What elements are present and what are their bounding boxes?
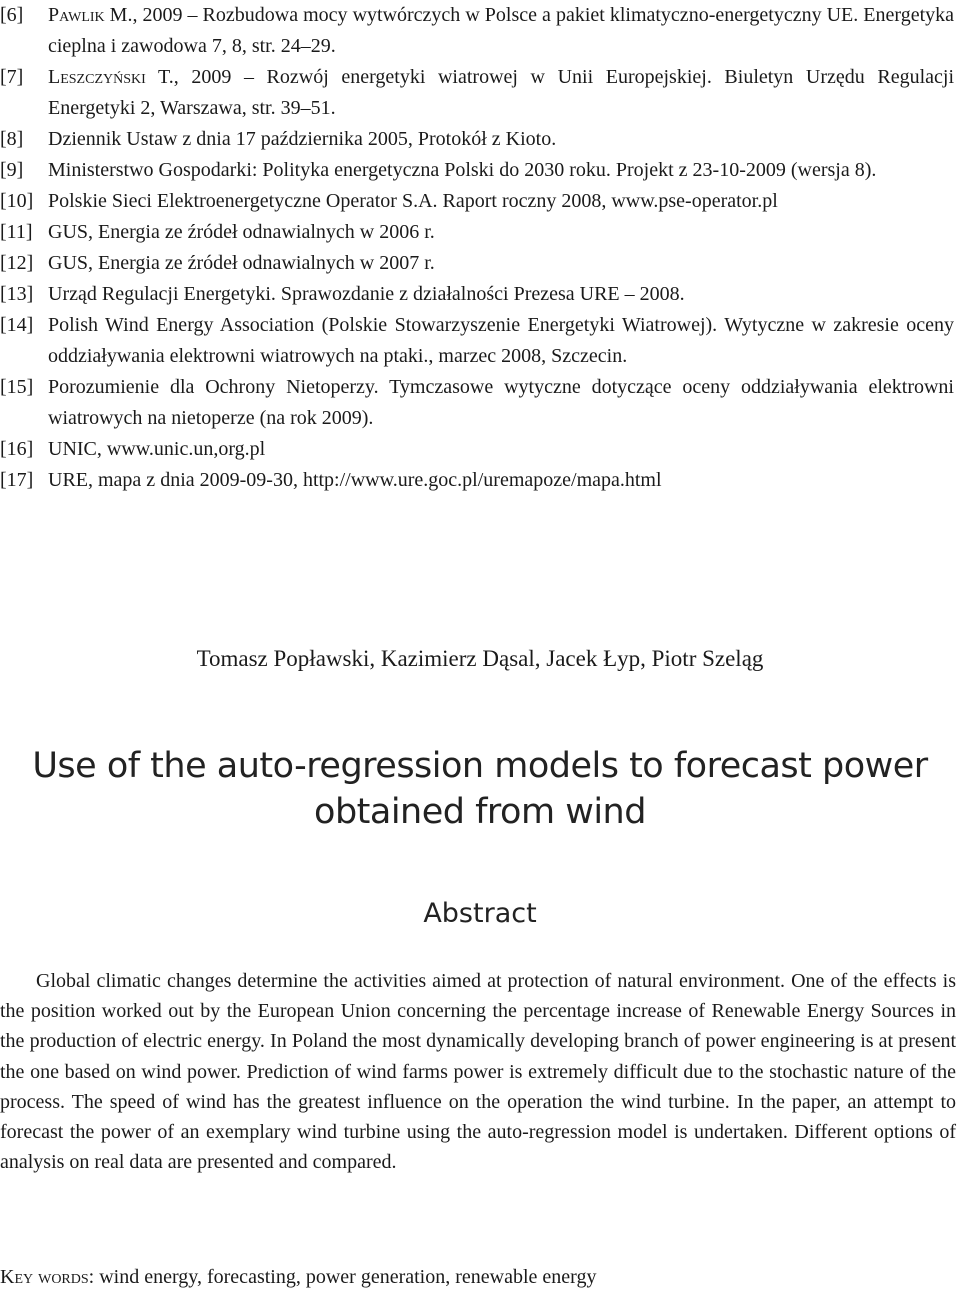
reference-number: [9] [0,159,24,181]
reference-item [0,0,960,62]
reference-text: UNIC, www.unic.un,org.pl [48,438,266,460]
reference-author: Pawlik M. [48,4,133,26]
reference-text: Dziennik Ustaw z dnia 17 października 2005, Protokół z Kioto. [48,128,557,150]
reference-text: GUS, Energia ze źródeł odnawialnych w 2006 r. [48,221,435,243]
reference-text [48,0,960,62]
reference-item [0,372,960,434]
reference-text: Porozumienie dla Ochrony Nietoperzy. Tymczasowe wytyczne dotyczące oceny oddziaływania elektrowni wiatrowych na nietoperze (na rok 2009). [48,376,954,429]
reference-text [48,62,960,124]
reference-text: Ministerstwo Gospodarki: Polityka energetyczna Polski do 2030 roku. Projekt z 23-10-2009 (wersja 8). [48,159,877,181]
reference-author: Leszczyński T. [48,66,174,88]
paper-title-line: obtained from wind [314,792,646,832]
reference-body: , 2009 – Rozbudowa mocy wytwórczych w Polsce a pakiet klimatyczno-energetyczny UE. Energetyka cieplna i zawodowa 7, 8, str. 24–29. [48,4,955,57]
abstract-text: Global climatic changes determine the activities aimed at protection of natural environment. One of the effects is the position worked out by the European Union concerning the percentage increase of Renewable Energy Sources in the production of electric energy. In Poland the most dynamically developing branch of power engineering is at present the one based on wind power. Prediction of wind farms power is extremely difficult due to the stochastic nature of the process. The speed of wind has the greatest influence on the operation the wind turbine. In the paper, an attempt to forecast the power of an exemplary wind turbine using the auto-regression model is undertaken. Different options of analysis on real data are presented and compared. [0,970,956,1174]
paper-title-line: Use of the auto-regression models to forecast power [32,746,928,786]
reference-body: , 2009 – Rozwój energetyki wiatrowej w Unii Europejskiej. Biuletyn Urzędu Regulacji Energetyki 2, Warszawa, str. 39–51. [48,66,954,119]
reference-item [0,434,960,465]
reference-text: Polish Wind Energy Association (Polskie Stowarzyszenie Energetyki Wiatrowej). Wytyczne w zakresie oceny oddziaływania elektrowni wiatrowych na ptaki., marzec 2008, Szczecin. [48,314,954,367]
reference-number: [11] [0,221,33,243]
reference-number: [6] [0,4,24,26]
paper-authors: Tomasz Popławski, Kazimierz Dąsal, Jacek Łyp, Piotr Szeląg [196,646,764,671]
reference-number: [8] [0,128,24,150]
abstract-heading: Abstract [423,898,537,929]
reference-number: [16] [0,438,34,460]
reference-item [0,279,960,310]
reference-list [0,0,960,496]
reference-number: [7] [0,66,24,88]
reference-item [0,62,960,124]
reference-number: [14] [0,314,34,336]
reference-text: Urząd Regulacji Energetyki. Sprawozdanie z działalności Prezesa URE – 2008. [48,283,685,305]
reference-number: [12] [0,252,34,274]
reference-text: Polskie Sieci Elektroenergetyczne Operator S.A. Raport roczny 2008, www.pse-operator.pl [48,190,778,212]
keywords-value: wind energy, forecasting, power generation, renewable energy [99,1266,597,1288]
reference-item [0,248,960,279]
reference-item [0,124,960,155]
reference-text: URE, mapa z dnia 2009-09-30, http://www.ure.goc.pl/uremapoze/mapa.html [48,469,662,491]
reference-number: [15] [0,376,34,398]
reference-item [0,155,960,186]
reference-item [0,465,960,496]
reference-item [0,310,960,372]
reference-number: [10] [0,190,34,212]
reference-text: GUS, Energia ze źródeł odnawialnych w 2007 r. [48,252,435,274]
paper-title [0,743,960,835]
keywords-label: Key words: [0,1266,95,1288]
reference-item [0,217,960,248]
reference-number: [17] [0,469,34,491]
reference-number: [13] [0,283,34,305]
keywords-line [0,1266,960,1289]
reference-item [0,186,960,217]
